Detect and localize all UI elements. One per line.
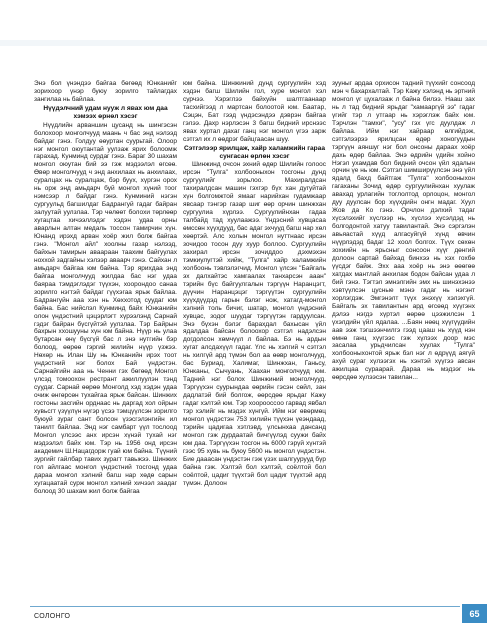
footer-rule [30,606,460,607]
body-paragraph: юм байна. Шинжиний дунд сургуулийн хэд хэдэн багш Шилийн гол, хуре монгол хэл сурчээ. Хэрэглээ байхуйн шалтгаанаар тасхийгээд л мартсан болоотой юм. Баатар, Сэцэн, Бат гээд үндэсэндээ дэврэн байгаа гэлээ. Дахр нэрлэсэн 3 багш бидний ирснээс явах хуртал дахаг ганц нэг монгол үгээ зарж сэтгэл их л өөдрэг байцгаасан шуу. [183,80,326,143]
text-column-1 [34,80,177,495]
page-number-badge: 65 [462,604,487,623]
section-heading: Сэтгэлээр ярилцаж, хайр халамжийн гараа сунгасан өрлөн хэсэг [183,144,326,160]
text-column-2 [183,80,326,488]
body-paragraph: зууныг ардаа орхисон тадний түүхийг сонсоод мэн ч бахархалтай. Тэр Кажу хэлэнд нь эртний монгол үг цухалзаж л байна билээ. Нааш зах нь л тад бидний ярьдаг "хамааргүй ээ" гадаг үгийг тэр л утгаар нь хэрэглэж байх юм. Тэрчлэн "тамхи", "усу" гэх үгс дуулдаж л байлаа. Ийм нэг хайраар өлгийдэж, сэтгэлээрээ ярилцсан өдөр хоногуудын тэргүүн аяншуг нэг бол онсоны дараах хоёр дахь өдөр байлаа. Энэ өдрийн үдийн хойно Нэгэл ухамдав бол бидний очсон үйл ядалын орчин үе нь юм. Сэтгэл шимширүүлсэн энэ үйл ядалд бахд байтгаж "Тулга" холбооныхон гагаханы Зочид өдөр сургуулийнхан хуулаж авахад урлагийн тоглолтод орлоцон, монгол дуу дуулсан бор хүүхдийн онгн мадаг. Хуул Жов да Ко гэнэ. Орчлон дэлхий тадаг хүсэлэхийг хүслээр нь, хүслээ хүсэлдэд нь болгодонтой хатуу тавилантай. Энэ сэргэлэн авьяастай хүүд алгасуйгүй хүнд өвчин нүүрлэдэд бадаг 12 хоол болгох. Түүх сөхөн зохиийн нь ярьсныг сонсоон хүүг дөнгий долоон сартай байхад бинхээ нь хэх гохбө үүсдэг байж. Эхх ааа хоёр нь энэ өөөгөө хатдах мантлай анхилаж бодон байсан удаа л бий гэнэ. Тэгтэл эмнэлгийн эмх нь шинэхэнээ хэвтүүлсэн цусные мэнэ гадаг нь нэгэнт хорлэгдэж. Эмгэнэлт түүх энэхүү хэлэхгүй. Байгаль эх тавилантын ард өгсөөд хүүгэнх дэлээ нэгдэ хүртэл өөрөө цээжилсэн 1 үхэлдийн үйл ядалаа. ...Баян нөөц хүүгүүдийн аав ээж тэгшээнчилгэ гээд цааш нь хүүд нэн өмнө ганц хүүгээс гэж хүлээх доор мэс засалаа урьдчилсан хуулах "Тулга" холбооныхонтой ярьж бэл нэг л өдрүүд аягүй ахуй сураг хүлээгэх нь хэнтэй хүүгээ авсан ажилцаа сураарай. Дараа нь мэдээг нь өөрсдөө хүлээсэн тавилан... [332,80,475,382]
text-column-3 [332,80,475,382]
body-paragraph: Нүүдлийн арваншин цусанд нь шингэсэн болохоор монголчууд маань ч бас энд нэлээд байдаг гэнэ. Голдуу өөуртан суурьтай. Олоор нэг монгол оюутантай уулзаж ярих болоомж гарахад. Кунминд сурдаг гэнэ. Бараг 30 шахам монгол оюутан бий ээ гэж мэдээлэл өгсөө. Өвөр монголчууд ч энд анхилаах нь анхилаах, суралцах нь суралцаж, бэр буух, хүргэн орох нь орж энд амьдарч буй монгол хүний тоог нэмсээр л байдаг гэнэ. Кунминий нэгэн сургуульд багшилдаг Бадрангуй гадаг байран залуутай уулзлаа. Тэр чөлөөт болохи төрлөөр хугацтаа хичээллэдэг хэдэн удаа орны аварлын алтан медаль тоссон тамирчин хүн. Юнанд ирэхд арван хоёр жил болж байгаа гэнэ. "Монгол айл" хоолны газар нэлээд, байхын тамирын аваараан таахим байгуулах ноххой задгайны хэлээр аваарч гэнэ. Сайхан л амьдарч байгаа юм байна. Тэр ярихдаа энд байгаа монголчууд жилдаа бас нэг удаа баяраа тэмдэглэдэг түүхэн, хоорондоо санаа зорилго нэгтэй байдаг гүүхэгаа ярьж байлаа. Бадрангуйн ааа хэн нь Хөххотод суудаг юм байна. Бас нийслэл Кунминд байх Юнканийн олон үндэстний цэцэрлэгт хүрээлэнд Сарнай гэдэг байран бүсгүйтэй уулзлаа. Тэр Байрын бахрын ххошууны хүн юм байна. Нүүр нь улаа бутарсан өнү бүсгүй бас л энэ нутгийн бэр болоод, өөрөө гэргий жилийн нүүр үзжээ. Нөхөр нь Илан Шу нь Юнканийн ирэх тоот үндэстний нэг болох Бай үндэстэн. Сарнайгийн ааа нь Ченни гэх бөгөөд Монгол үлсэд томоохон рестрант ажиллуулэн тэнд суудаг. Сарнай өөрөө Монголд хэд хэдэн удаа очиж өнгөрсөн тухайгаа ярьж байсан. Шинжих гостоны засгийн орднаас нь даргад хол ойрын хувьсгт үзүүлүн нүгэр үсээ тэмцүүлсэн зорилго буюуй зураг сант болсон үзэсгэлэнгийн ил танилт байлаа. Энд нэг самбарт үүл тослоод Монгол үлсээс анх ирсэн хүнэй тухай нэг мэдээлэл байх юм. Тэр нь 1956 онд ирсэн академич Ш.Нацагдорж гуай юм байна. Түүний зургийг гайлбар тавих зурагт тавьжээ. Шинжих гол айлгаас монгол үндэстний тосгонд удаа дараа монгол хэлний багш нар хөдө сарын хугацаатай сурж монгол хэлний хичээл заадаг болоод 30 шахам жил болж байгаа [34,121,177,495]
body-paragraph: Энэ бол үнэндээ байгаа бөгөөд Юнканийг зорихоор үнэр буюу зорилго тайлагдах зангилаа нь байлаа. [34,80,177,103]
body-paragraph: Шинжинд очсон эхний өдөр Шилийн голоос ирсэн "Тулга" холбооныхон тосгоны дунд сургуулийг зорьлоо. Махиралдсан тахиралдсан машин гэхгэр бүх хан дугуйтай хүн болгомжтой ямааг нарийхан гудамжаар явсаар тэнгэр газар шиг өөр орчин шинжхан сургуулиа хүрлээ. Сургуулийнхан гадаа талбайд тад хуулаажээ. Үндэсний хувцасаа өмссөн хүүхдууд, бас адаг эхчууд багш нар хөл хөөртэй. Алс холын монгол нуттнаас ирсэн зочидоо тосон дуу хуур боллоо. Сургуулийн захирал ирсэн зочиддоо дэхмэхэн тэмкиулугтэй хийж, "Тулга" хайр халамжийн холбоонь тэвлэлэгчид. Монгол үлсэн "Байгаль эх далхайтэс хамгаалах танхарсэн ааан" тэрийн бүс байгуулгалын тэргүүн Наранцэгт, дүүчин Наранцэцэг тэргүүтэн сургуулийн хүүхдүүдэд гарын бэлэг нож, хатагд-монгол хэлний толь бичиг, шатар, монгол үндэсний хувцас, зодог шуудаг тэргүүтэн гардуулсан. Энэ бүхэн бэлэг барахдал бахысан үйл ядалдаа байсан болоохор сэтгэл надэлсэн догдолсон хөмчүүл л байлаа. Бэ нь ардын хугат алсдахүүл гадаг. Үлс нь хэлгий ч сэтгэл нь хилгүй ард түмэн бол аа өөвр монголчууд, бас Буриад, Халимаг, Шинжхан, Ганьсу, Юнканы, Сычуань, Хаахан монголчууд юм. Тадний нэг болох Шинжиний монголчууд. Тэргүүхэн суурындаа өөрийн гэсэн сөйл, зан дадлатэй бий болгож, өөрсдөө ярьдаг Кажу гадаг хэлтэй юм. Тэр хоорооссоо гарвад явбал тэр хэлийг нь мэдэх хүнгүй. Ийм нэг өвөрмөц монгол үндэстэн 753 хилийн түүхэн үеэндаад, тэрийн цадигаа хэтлэвд, үлсынхаа дансанд монгол гэж дурдаатай бичгүүлэд суужи байх юм даа. Тэргүүхэн тосгон нь 6000 гэрүй хүнтэй гээс 95 хувь нь буюу 5600 нь монгол үндэстэн. Бие дааасан үндэстэн гэж үзэх шалгуурууд бүр байна гэж. Хэлтэй бол хэлтэй, соёлтой бол соёлтой, цадиг түүхтэй бол цадиг түүхтэй ард түмэн. Долоон [183,161,326,487]
section-heading: Нүүдэлчний удам нууж л явах юм даа хэмээх өрнөл хэсэг [43,104,168,120]
magazine-brand: СОЛОНГО [34,613,71,620]
top-divider [0,40,487,46]
